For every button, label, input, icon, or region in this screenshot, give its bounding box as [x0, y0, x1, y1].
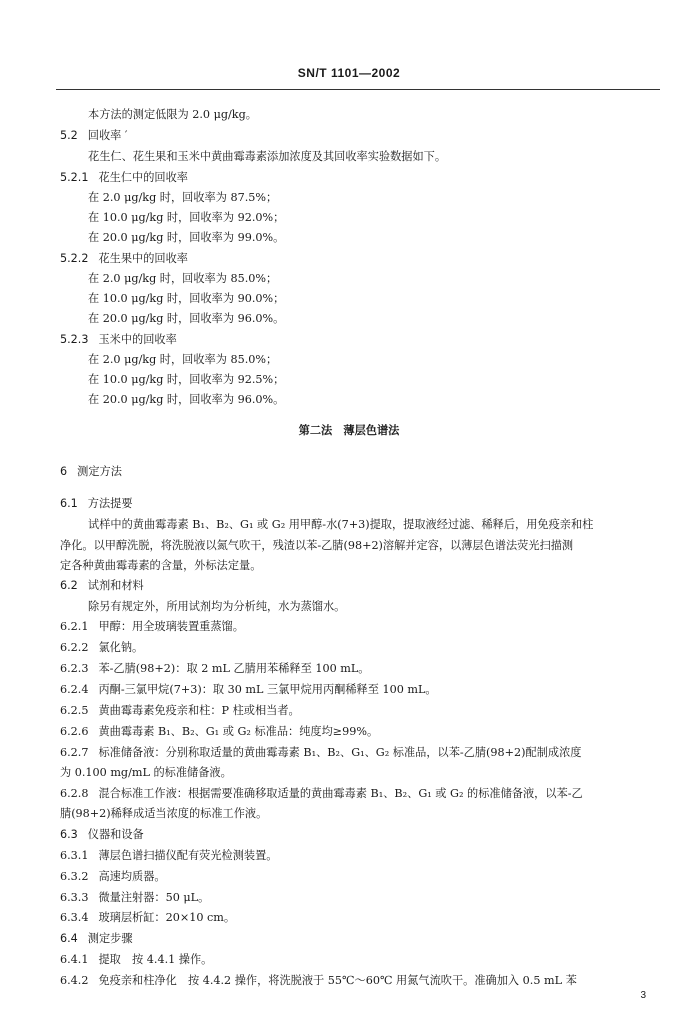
- text-line: 除另有规定外，所用试剂均为分析纯，水为蒸馏水。: [88, 600, 346, 613]
- section-heading: 6.1 方法提要: [60, 497, 133, 510]
- text-line: 定各种黄曲霉毒素的含量，外标法定量。: [60, 559, 262, 572]
- text-line: 为 0.100 mg/mL 的标准储备液。: [60, 766, 232, 779]
- section-heading: 5.2.3 玉米中的回收率: [60, 333, 177, 346]
- text-line: 花生仁、花生果和玉米中黄曲霉毒素添加浓度及其回收率实验数据如下。: [88, 150, 447, 163]
- text-line: 在 20.0 μg/kg 时，回收率为 96.0%。: [88, 393, 285, 406]
- section-heading: 5.2.1 花生仁中的回收率: [60, 171, 188, 184]
- text-line: 6.2.7 标准储备液：分别称取适量的黄曲霉毒素 B₁、B₂、G₁、G₂ 标准品，以苯-乙腈(98+2)配制成浓度: [60, 746, 582, 759]
- section-heading: 6.3 仪器和设备: [60, 828, 144, 841]
- text-line: 在 2.0 μg/kg 时，回收率为 85.0%；: [88, 353, 278, 366]
- text-line: 在 2.0 μg/kg 时，回收率为 87.5%；: [88, 191, 278, 204]
- text-line: 6.3.3 微量注射器：50 μL。: [60, 891, 210, 904]
- text-line: 本方法的测定低限为 2.0 μg/kg。: [88, 108, 257, 121]
- section-heading: 5.2.2 花生果中的回收率: [60, 252, 188, 265]
- text-line: 净化。以甲醇洗脱，将洗脱液以氮气吹干，残渣以苯-乙腈(98+2)溶解并定容，以薄层色谱法荧光扫描测: [60, 539, 574, 552]
- text-line: 6.3.1 薄层色谱扫描仪配有荧光检测装置。: [60, 849, 278, 862]
- header-rule: [56, 89, 660, 90]
- section-heading: 5.2 回收率 ′: [60, 129, 128, 142]
- text-line: 6.3.2 高速均质器。: [60, 870, 166, 883]
- text-line: 6.2.2 氯化钠。: [60, 641, 144, 654]
- method-title: 第二法 薄层色谱法: [298, 424, 400, 437]
- text-line: 6.2.5 黄曲霉毒素免疫亲和柱：P 柱或相当者。: [60, 704, 300, 717]
- standard-code-header: SN/T 1101—2002: [297, 66, 401, 80]
- text-line: 在 20.0 μg/kg 时，回收率为 96.0%。: [88, 312, 285, 325]
- text-line: 6.3.4 玻璃层析缸：20×10 cm。: [60, 911, 236, 924]
- text-line: 在 10.0 μg/kg 时，回收率为 92.0%；: [88, 211, 285, 224]
- text-line: 6.2.1 甲醇：用全玻璃装置重蒸馏。: [60, 620, 244, 633]
- text-line: 试样中的黄曲霉毒素 B₁、B₂、G₁ 或 G₂ 用甲醇-水(7+3)提取，提取液经过滤、稀释后，用免疫亲和柱: [88, 518, 594, 531]
- text-line: 6.2.3 苯-乙腈(98+2)：取 2 mL 乙腈用苯稀释至 100 mL。: [60, 662, 370, 675]
- section-heading: 6.2 试剂和材料: [60, 579, 144, 592]
- text-line: 6.2.8 混合标准工作液：根据需要准确移取适量的黄曲霉毒素 B₁、B₂、G₁ 或 G₂ 的标准储备液，以苯-乙: [60, 787, 583, 800]
- text-line: 在 20.0 μg/kg 时，回收率为 99.0%。: [88, 231, 285, 244]
- text-line: 在 10.0 μg/kg 时，回收率为 92.5%；: [88, 373, 285, 386]
- section-heading: 6.4 测定步骤: [60, 932, 133, 945]
- page-number: 3: [640, 990, 646, 1001]
- text-line: 腈(98+2)稀释成适当浓度的标准工作液。: [60, 807, 268, 820]
- text-line: 在 2.0 μg/kg 时，回收率为 85.0%；: [88, 272, 278, 285]
- text-line: 6.4.1 提取 按 4.4.1 操作。: [60, 953, 213, 966]
- text-line: 6.2.6 黄曲霉毒素 B₁、B₂、G₁ 或 G₂ 标准品：纯度均≥99%。: [60, 725, 379, 738]
- section-heading: 6 测定方法: [60, 465, 122, 478]
- text-line: 6.4.2 免疫亲和柱净化 按 4.4.2 操作，将洗脱液于 55℃～60℃ 用氮气流吹干。准确加入 0.5 mL 苯: [60, 974, 577, 987]
- text-line: 在 10.0 μg/kg 时，回收率为 90.0%；: [88, 292, 285, 305]
- text-line: 6.2.4 丙酮-三氯甲烷(7+3)：取 30 mL 三氯甲烷用丙酮稀释至 100 mL。: [60, 683, 437, 696]
